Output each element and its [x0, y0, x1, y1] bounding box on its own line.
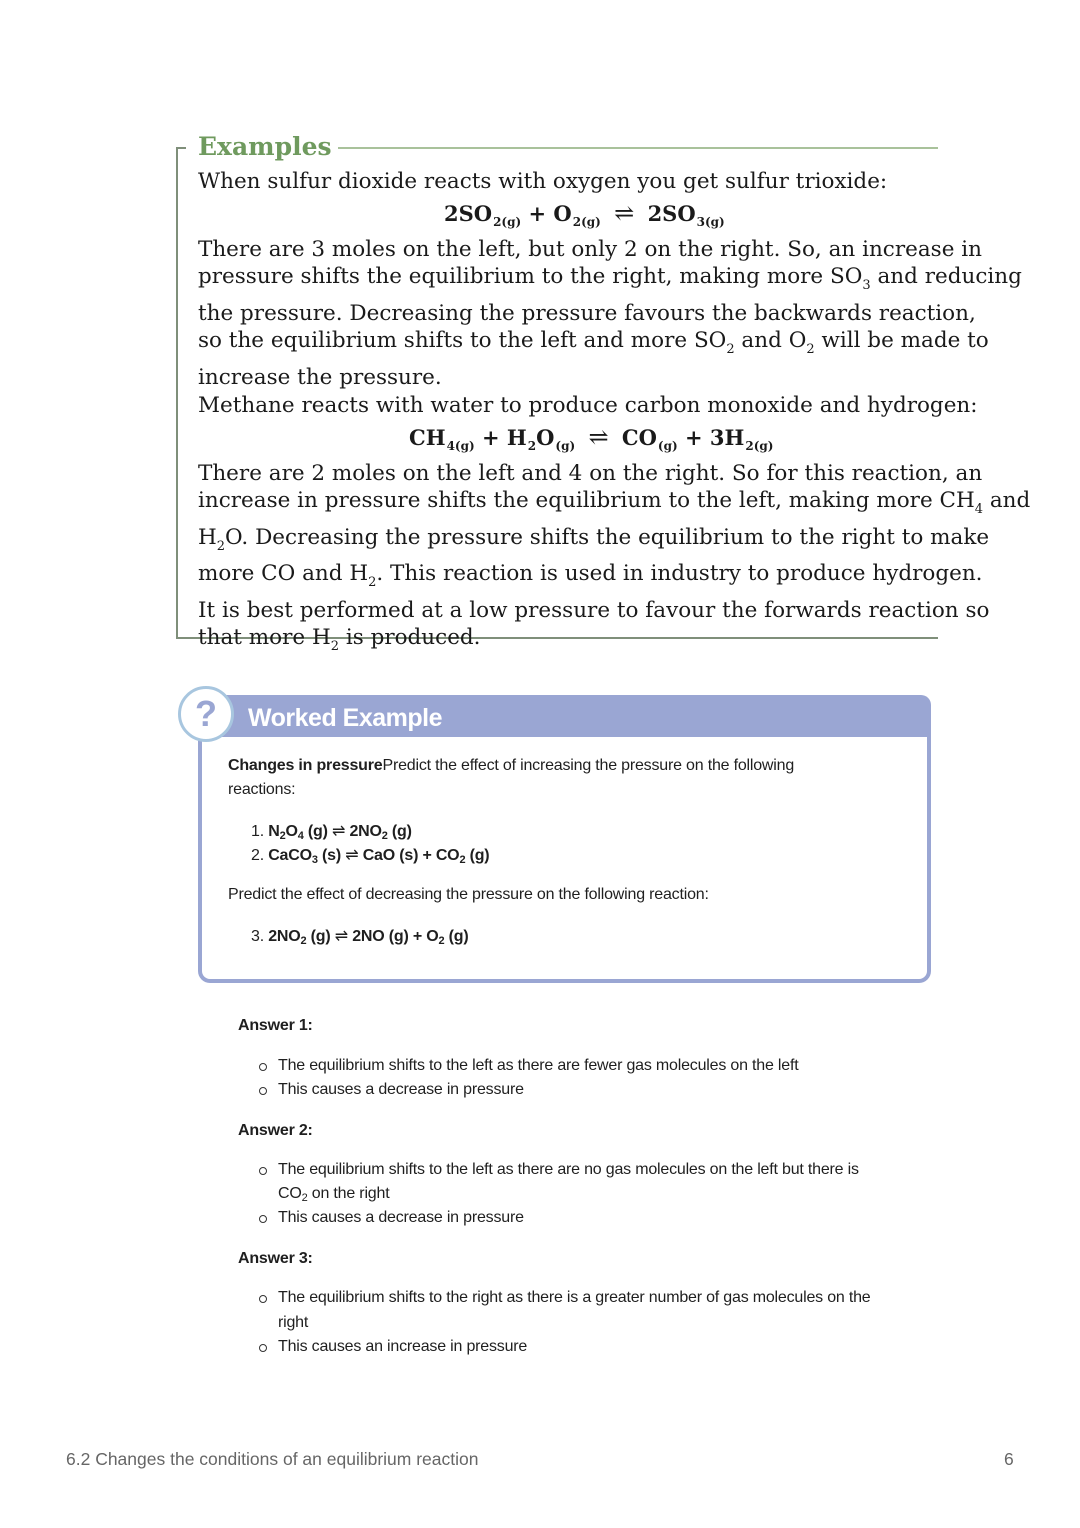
subscript: 2 — [300, 935, 307, 947]
text-run: CO — [278, 1185, 302, 1202]
text-run: O. Decreasing the pressure shifts the equilibrium to the right to make — [225, 524, 990, 550]
para-methane-line — [198, 487, 1030, 523]
para-methane-line — [198, 524, 1030, 560]
eq2-reactant-2-sub: 2 — [527, 439, 537, 453]
reaction-item-2 — [251, 845, 489, 866]
answer-1-bullet — [278, 1057, 798, 1075]
eq2-equilibrium-arrow: ⇌ — [588, 423, 609, 451]
reaction-formula — [268, 928, 468, 945]
bullet-text: This causes a decrease in pressure — [278, 1081, 524, 1098]
text-run: N — [268, 823, 280, 840]
question-mark-glyph: ? — [195, 693, 217, 734]
equilibrium-arrow: ⇌ — [334, 928, 348, 945]
eq1-product: 2SO — [647, 201, 696, 226]
text-run: increase in pressure shifts the equilibrium to the left, making more CH — [198, 488, 975, 514]
eq1-product-sub: 3(g) — [696, 215, 725, 229]
item-number: 2. — [251, 847, 264, 864]
text-run: (g) — [306, 928, 335, 945]
reaction-formula — [268, 823, 412, 840]
para-methane-line: It is best performed at a low pressure to favour the forwards reaction so — [198, 597, 990, 623]
text-run: H — [198, 524, 217, 550]
item-number: 1. — [251, 823, 264, 840]
eq2-plus: + — [481, 425, 500, 450]
worked-example-heading — [228, 757, 794, 775]
para-methane-line — [198, 560, 1030, 596]
page-number: 6 — [1004, 1449, 1014, 1469]
text-run: and reducing — [870, 264, 1022, 290]
text-run: and O — [734, 328, 807, 354]
text-run: that more H — [198, 625, 331, 651]
eq2-product-1: CO — [621, 425, 657, 450]
text-run: (g) — [303, 823, 332, 840]
answer-2-label: Answer 2: — [238, 1122, 313, 1139]
text-run: (s) — [317, 847, 346, 864]
equation-sulfur — [444, 200, 725, 235]
text-run: CaO (s) + CO — [358, 847, 460, 864]
bullet-text: This causes an increase in pressure — [278, 1338, 528, 1355]
question-mark-icon — [178, 686, 234, 742]
bullet-circle-icon — [259, 1167, 267, 1175]
examples-intro-sulfur: When sulfur dioxide reacts with oxygen you get sulfur trioxide: — [198, 169, 888, 194]
eq1-equilibrium-arrow: ⇌ — [614, 199, 635, 227]
bullet-circle-icon — [259, 1344, 267, 1352]
text-run: pressure shifts the equilibrium to the right, making more SO — [198, 264, 863, 290]
answer-2-bullet — [278, 1209, 524, 1227]
footer-title: 6.2 Changes the conditions of an equilibrium reaction — [66, 1449, 479, 1469]
predict-decreasing-text: Predict the effect of decreasing the pressure on the following reaction: — [228, 886, 709, 903]
subscript: 4 — [297, 830, 304, 842]
subscript: 2 — [216, 538, 226, 554]
text-run: CaCO — [268, 847, 312, 864]
text-run: 2NO (g) + O — [347, 928, 439, 945]
answer-2-bullet-continued — [278, 1185, 389, 1204]
subscript: 2 — [806, 342, 815, 358]
answer-3-label: Answer 3: — [238, 1250, 313, 1267]
para-sulfur-line: increase the pressure. — [198, 364, 442, 390]
worked-example-header — [198, 695, 931, 743]
reaction-formula — [268, 847, 489, 864]
eq2-reactant-2-state: (g) — [555, 439, 576, 453]
answer-3-bullet — [278, 1338, 527, 1356]
worked-example-heading-line2: reactions: — [228, 781, 296, 798]
subscript: 2 — [301, 1192, 308, 1204]
eq2-product-2: 3H — [709, 425, 745, 450]
answer-1-label: Answer 1: — [238, 1017, 313, 1034]
subscript: 2 — [459, 854, 466, 866]
heading-bold: Changes in pressure — [228, 757, 383, 774]
subscript: 2 — [438, 935, 445, 947]
eq2-product-1-sub: (g) — [657, 439, 678, 453]
text-run: (g) — [387, 823, 412, 840]
eq2-reactant-2: H — [506, 425, 527, 450]
text-run: so the equilibrium shifts to the left and more SO — [198, 328, 727, 354]
eq2-reactant-1-sub: 4(g) — [446, 439, 475, 453]
item-number: 3. — [251, 928, 264, 945]
text-run: (g) — [444, 928, 469, 945]
eq2-reactant-2-o: O — [536, 425, 555, 450]
para-methane-line: There are 2 moles on the left and 4 on the right. So for this reaction, an — [198, 461, 983, 486]
reaction-item-3 — [251, 926, 468, 947]
examples-corner-tick — [176, 147, 186, 149]
subscript: 2 — [330, 639, 339, 655]
reaction-item-1 — [251, 821, 412, 842]
heading-rest: Predict the effect of increasing the pressure on the following — [382, 757, 795, 774]
para-sulfur-line — [198, 327, 1022, 363]
para-methane-line — [198, 624, 1030, 660]
bullet-circle-icon — [259, 1087, 267, 1095]
text-run: (g) — [465, 847, 490, 864]
bullet-circle-icon — [259, 1295, 267, 1303]
eq2-reactant-1: CH — [409, 425, 446, 450]
answer-2-bullet — [278, 1161, 859, 1179]
worked-example-body — [198, 737, 931, 983]
examples-box — [176, 132, 1031, 655]
subscript: 2 — [279, 830, 286, 842]
para-sulfur-line: There are 3 moles on the left, but only 2 on the right. So, an increase in — [198, 237, 982, 262]
text-run: and — [983, 488, 1031, 514]
text-run: 2NO — [345, 823, 382, 840]
eq1-reactant-1: 2SO — [444, 201, 493, 226]
para-sulfur-line — [198, 263, 1022, 299]
bullet-text: on the right — [311, 1185, 390, 1202]
equation-methane — [409, 424, 773, 459]
examples-title: Examples — [198, 132, 338, 162]
examples-para-methane — [198, 460, 1030, 660]
examples-para-sulfur — [198, 236, 1022, 391]
bullet-text: The equilibrium shifts to the left as there are fewer gas molecules on the left — [278, 1057, 799, 1074]
answer-3-bullet-continued: right — [278, 1314, 309, 1331]
eq1-reactant-2-sub: 2(g) — [572, 215, 601, 229]
bullet-circle-icon — [259, 1063, 267, 1071]
bullet-text: The equilibrium shifts to the right as there is a greater number of gas molecules on the — [278, 1289, 871, 1306]
eq1-plus: + — [528, 201, 547, 226]
text-run: will be made to — [814, 328, 989, 354]
bullet-text: This causes a decrease in pressure — [278, 1209, 524, 1226]
eq2-product-2-sub: 2(g) — [745, 439, 774, 453]
subscript: 2 — [726, 342, 735, 358]
bullet-text: The equilibrium shifts to the left as there are no gas molecules on the left but there is — [278, 1161, 859, 1178]
text-run: is produced. — [338, 625, 481, 651]
eq1-reactant-1-sub: 2(g) — [493, 215, 522, 229]
equilibrium-arrow: ⇌ — [345, 847, 359, 864]
bullet-circle-icon — [259, 1215, 267, 1223]
examples-intro-methane: Methane reacts with water to produce carbon monoxide and hydrogen: — [198, 393, 978, 418]
answer-3-bullet — [278, 1289, 871, 1307]
text-run: more CO and H — [198, 561, 369, 587]
text-run: 2NO — [268, 928, 301, 945]
equilibrium-arrow: ⇌ — [331, 823, 346, 840]
examples-title-rule — [306, 147, 938, 149]
text-run: . This reaction is used in industry to produce hydrogen. — [376, 561, 983, 587]
text-run: O — [285, 823, 298, 840]
subscript: 4 — [974, 502, 983, 518]
worked-example-title: Worked Example — [248, 704, 443, 732]
answer-1-bullet — [278, 1081, 524, 1099]
eq1-reactant-2: O — [553, 201, 572, 226]
eq2-plus: + — [684, 425, 703, 450]
para-sulfur-line: the pressure. Decreasing the pressure favours the backwards reaction, — [198, 300, 976, 326]
subscript: 3 — [862, 278, 871, 294]
subscript: 3 — [311, 854, 318, 866]
subscript: 2 — [368, 575, 377, 591]
subscript: 2 — [381, 830, 388, 842]
